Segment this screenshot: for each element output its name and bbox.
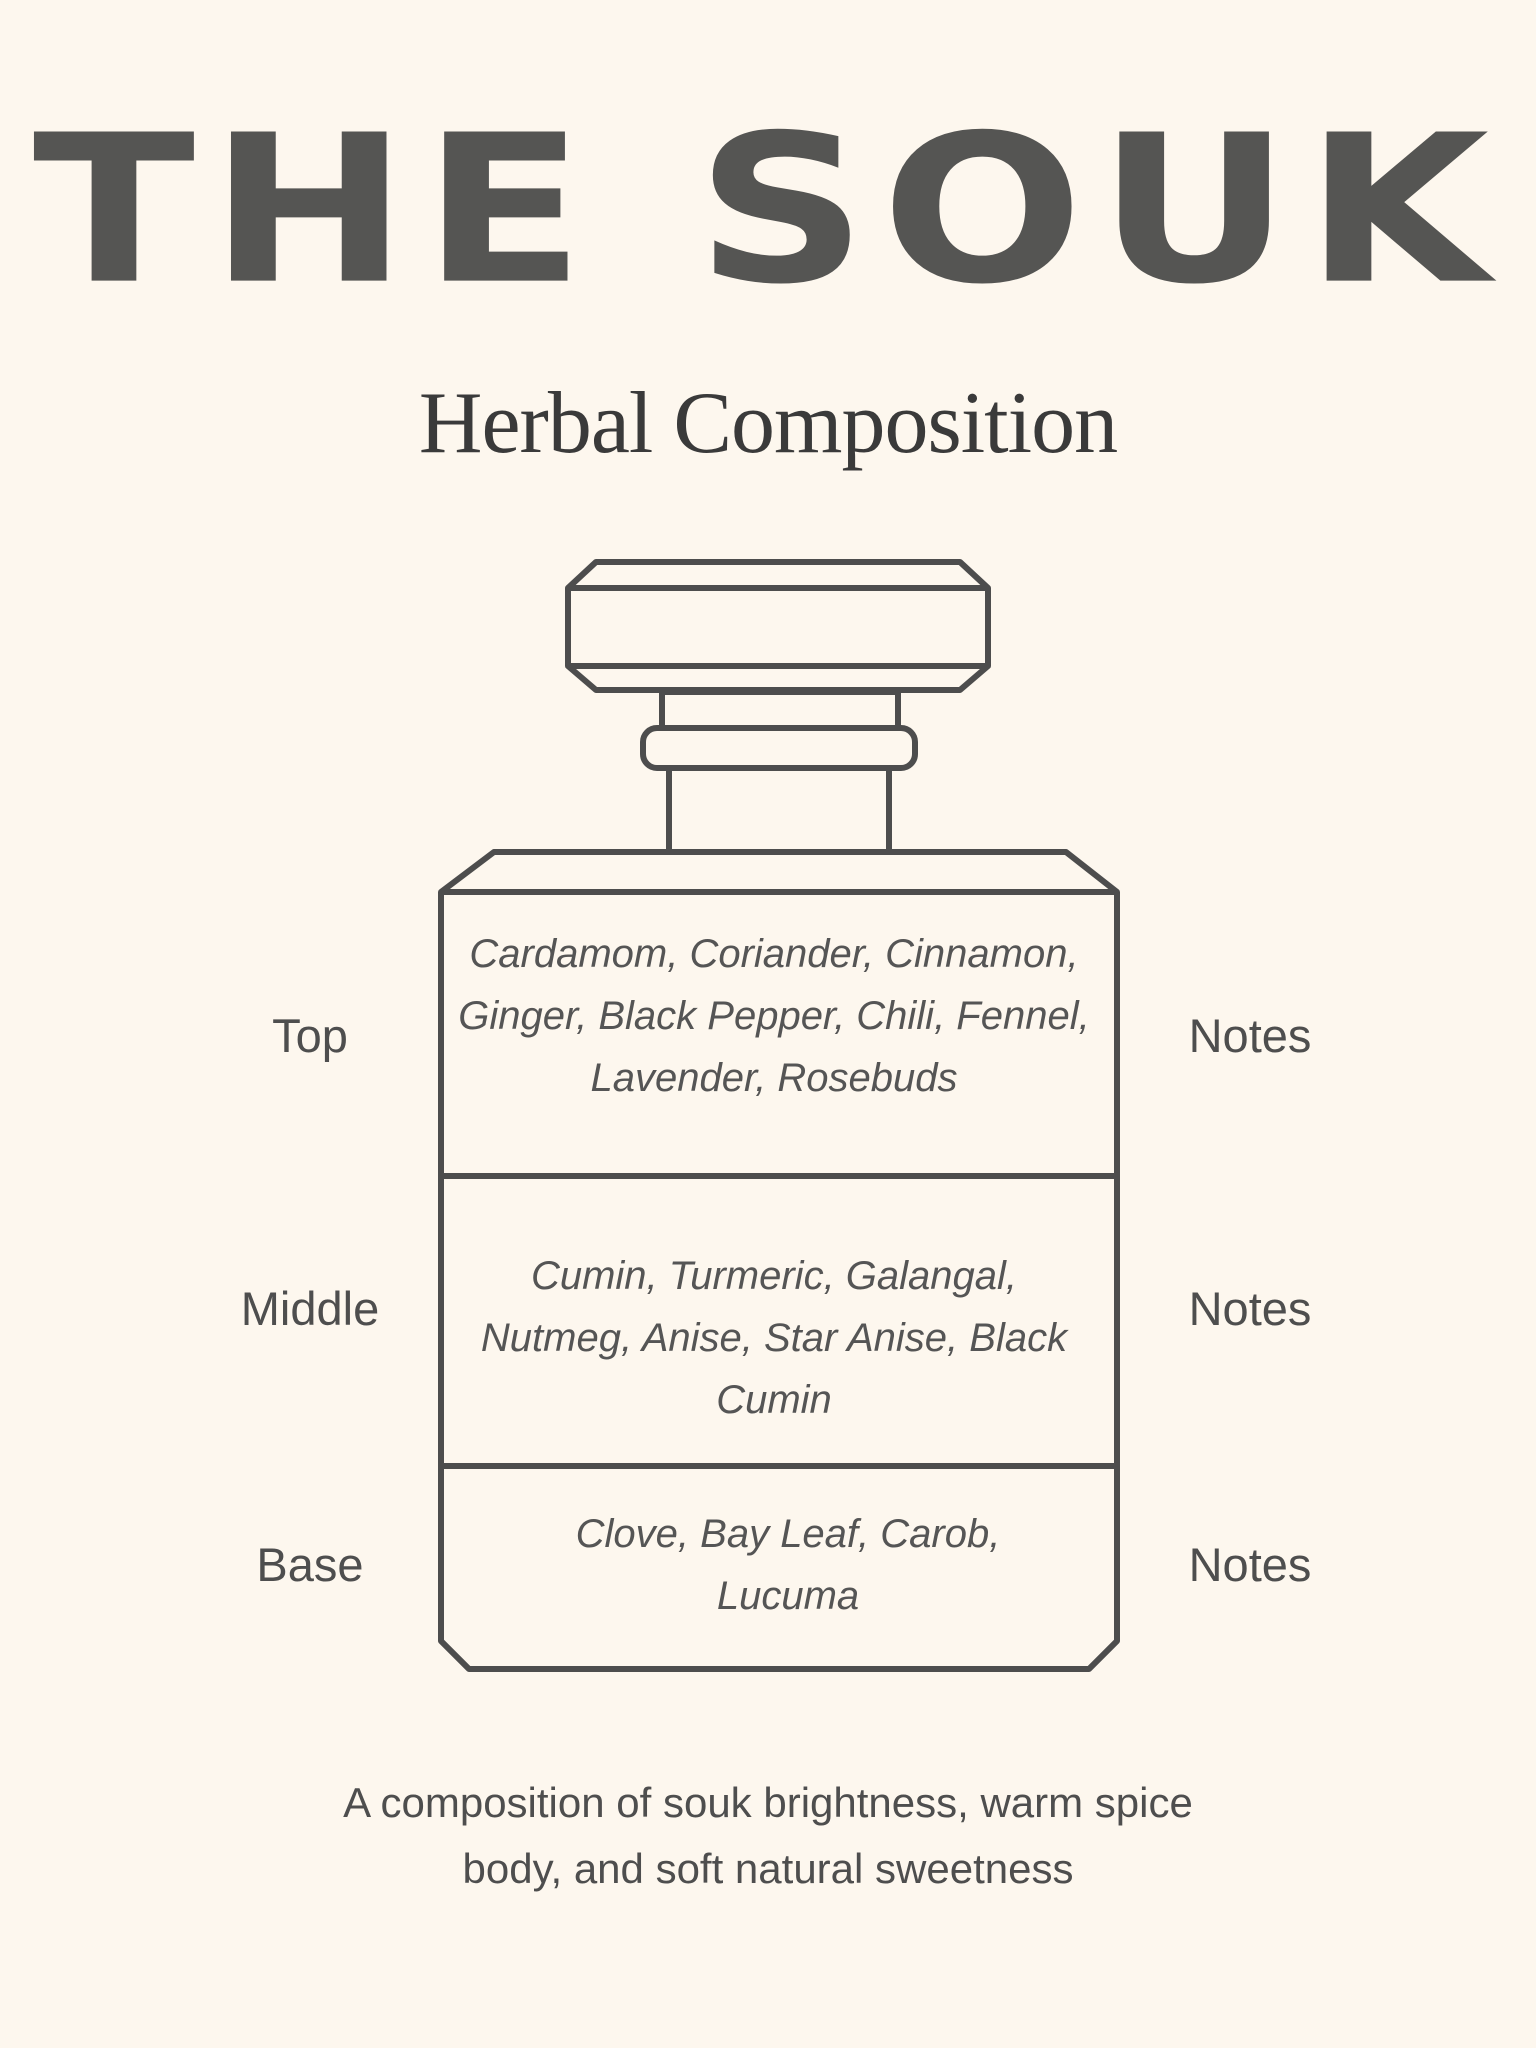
poster-title: THE SOUK — [32, 91, 1504, 330]
tier-ingredients-base: Clove, Bay Leaf, Carob, Lucuma — [575, 1512, 1001, 1618]
bottle-collar-ring — [643, 728, 915, 768]
bottle-neck — [669, 768, 889, 852]
tier-suffix-base: Notes — [1188, 1538, 1312, 1591]
tier-label-base: Base — [256, 1538, 364, 1591]
footer-caption: A composition of souk brightness, warm spice body, and soft natural sweetness — [343, 1779, 1193, 1892]
tier-label-top: Top — [272, 1009, 348, 1062]
tier-ingredients-top: Cardamom, Coriander, Cinnamon, Ginger, Black Pepper, Chili, Fennel, Lavender, Rosebuds — [458, 932, 1090, 1100]
tier-label-middle: Middle — [240, 1282, 380, 1335]
poster-subtitle: Herbal Composition — [418, 375, 1118, 472]
tier-suffix-middle: Notes — [1188, 1282, 1312, 1335]
tier-ingredients-middle: Cumin, Turmeric, Galangal, Nutmeg, Anise, Star Anise, Black Cumin — [480, 1254, 1068, 1422]
tier-suffix-top: Notes — [1188, 1009, 1312, 1062]
bottle-collar-upper — [662, 692, 898, 728]
bottle-cap — [568, 562, 988, 690]
